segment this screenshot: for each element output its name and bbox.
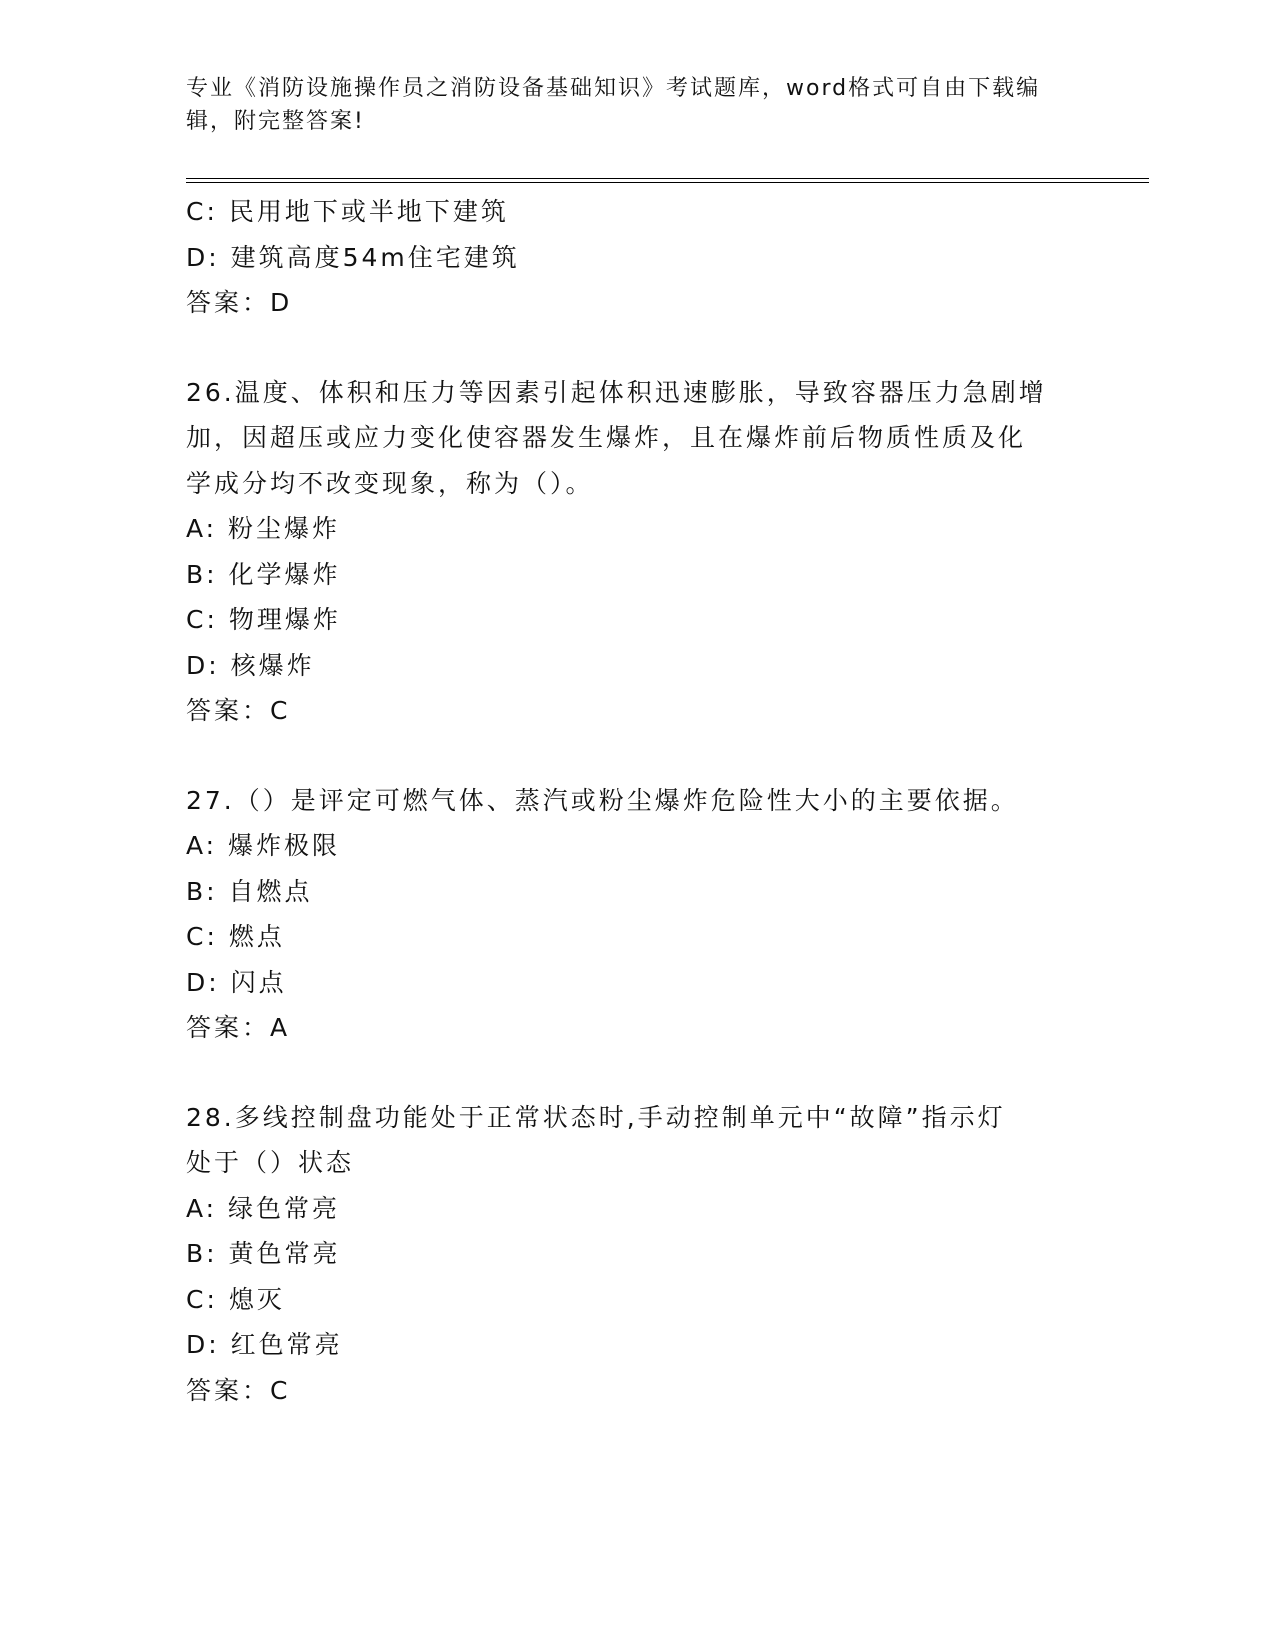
- option-c: C: 熄灭: [186, 1284, 285, 1314]
- stem-line: 处于（）状态: [186, 1148, 355, 1177]
- stem-line: 26.温度、体积和压力等因素引起体积迅速膨胀，导致容器压力急剧增: [186, 377, 1047, 407]
- answer-line: 答案：D: [186, 288, 293, 317]
- option-a: A: 爆炸极限: [186, 831, 341, 860]
- header-line-1: 专业《消防设施操作员之消防设备基础知识》考试题库，word格式可自由下载编: [186, 76, 1041, 101]
- answer-line: 答案：C: [186, 1375, 291, 1405]
- stem-line: 27.（）是评定可燃气体、蒸汽或粉尘爆炸危险性大小的主要依据。: [186, 785, 1019, 815]
- header-divider-bottom: [186, 182, 1149, 183]
- prev-question-block: [186, 189, 1086, 326]
- answer-line: 答案：C: [186, 696, 291, 725]
- spacer: [186, 1051, 1086, 1095]
- option-c: C: 燃点: [186, 922, 285, 951]
- option-b: B: 化学爆炸: [186, 559, 341, 589]
- answer-line: 答案：A: [186, 1013, 291, 1042]
- option-b: B: 自燃点: [186, 876, 313, 906]
- question-block-26: [186, 370, 1086, 734]
- option-d: D: 核爆炸: [186, 650, 315, 680]
- option-a: A: 绿色常亮: [186, 1193, 341, 1223]
- option-d: D: 建筑高度54m住宅建筑: [186, 242, 520, 272]
- spacer: [186, 734, 1086, 778]
- option-a: A: 粉尘爆炸: [186, 514, 341, 543]
- question-block-28: [186, 1095, 1086, 1414]
- question-block-27: [186, 778, 1086, 1051]
- question-stem: [186, 370, 1066, 507]
- header-divider-top: [186, 178, 1149, 179]
- stem-line: 加，因超压或应力变化使容器发生爆炸，且在爆炸前后物质性质及化: [186, 423, 1027, 452]
- option-d: D: 红色常亮: [186, 1330, 343, 1359]
- document-header: [186, 72, 1066, 138]
- question-content: [186, 189, 1086, 1413]
- option-c: C: 物理爆炸: [186, 605, 341, 634]
- stem-line: 28.多线控制盘功能处于正常状态时,手动控制单元中“故障”指示灯: [186, 1102, 1006, 1132]
- option-d: D: 闪点: [186, 967, 287, 997]
- question-stem: [186, 1095, 1066, 1186]
- stem-line: 学成分均不改变现象，称为（）。: [186, 468, 594, 498]
- question-stem: [186, 778, 1066, 824]
- header-line-2: 辑，附完整答案!: [186, 109, 365, 134]
- option-b: B: 黄色常亮: [186, 1239, 341, 1268]
- spacer: [186, 326, 1086, 370]
- option-c: C: 民用地下或半地下建筑: [186, 197, 509, 226]
